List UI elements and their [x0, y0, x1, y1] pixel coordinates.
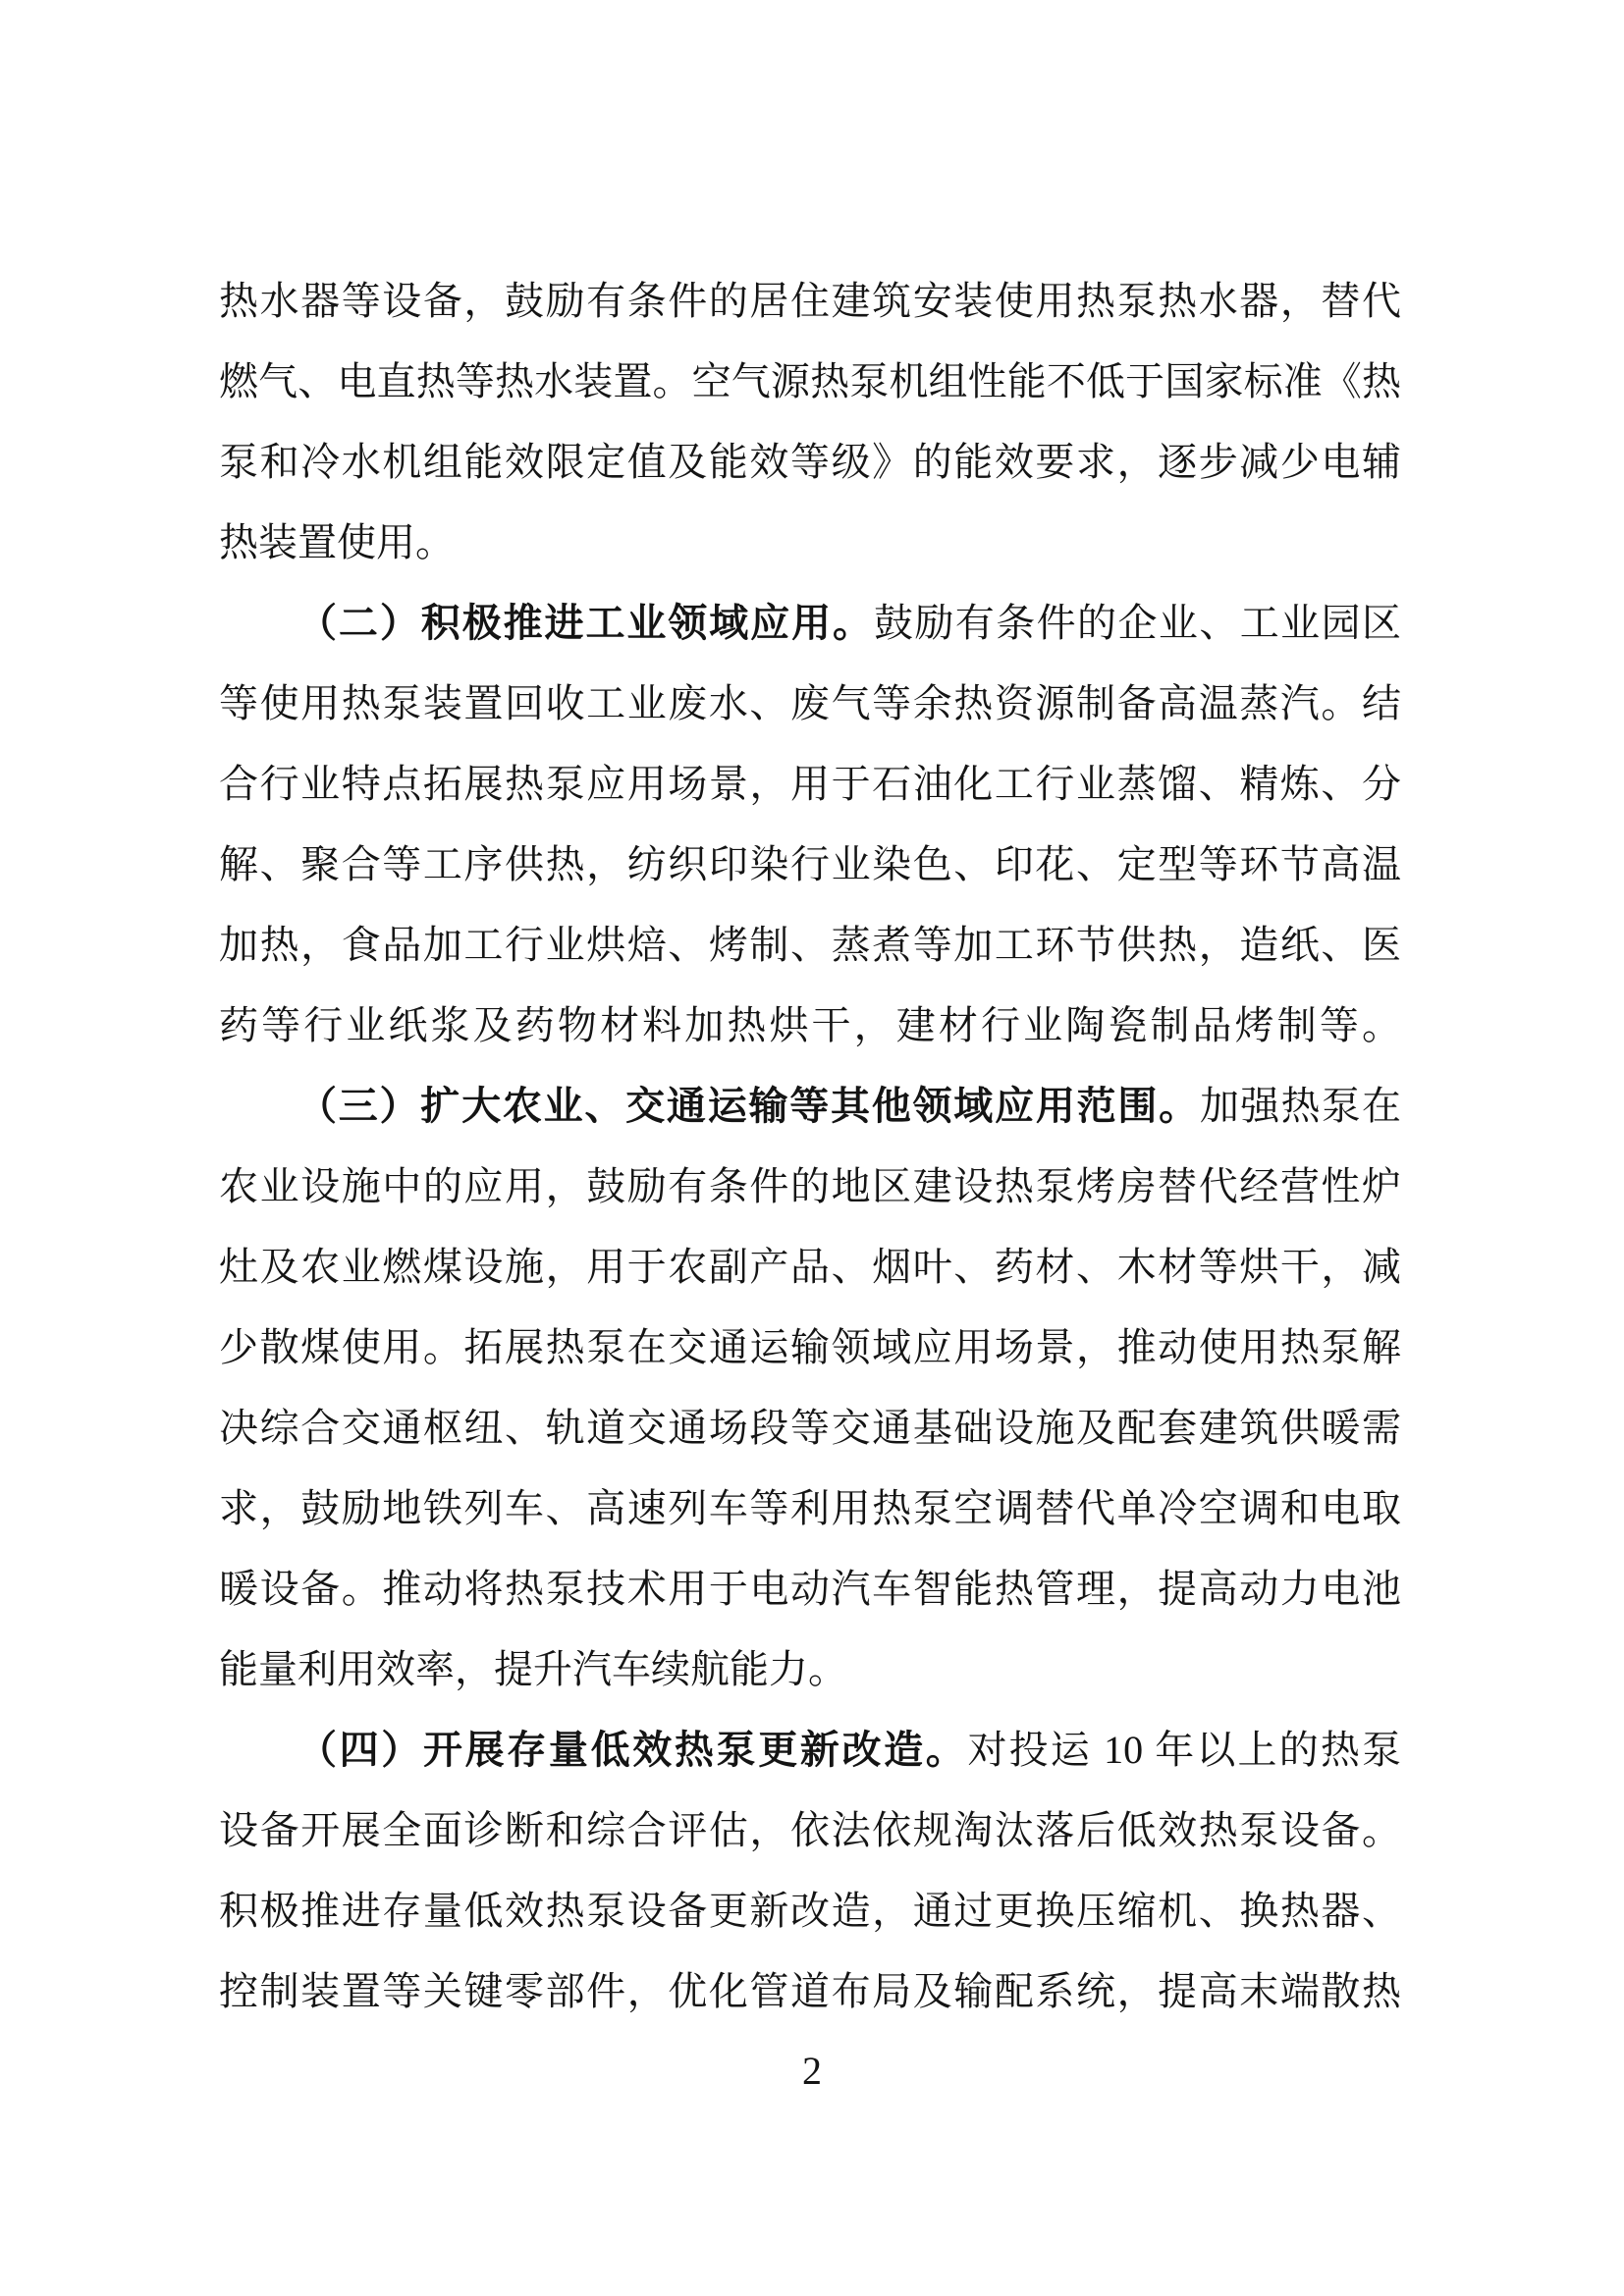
text-line [219, 1388, 1401, 1468]
text-line [219, 986, 1401, 1066]
text-line [219, 1308, 1401, 1388]
section-heading: （二）积极推进工业领域应用。 [298, 601, 874, 645]
text-line-section-4 [219, 1710, 1401, 1790]
section-heading: （四）开展存量低效热泵更新改造。 [298, 1728, 968, 1772]
line-text: 控制装置等关键零部件，优化管道布局及输配系统，提高末端散热 [219, 1969, 1401, 2013]
text-line [219, 664, 1401, 744]
line-text: 药等行业纸浆及药物材料加热烘干，建材行业陶瓷制品烤制等。 [219, 1003, 1401, 1047]
text-line [219, 261, 1401, 342]
text-line [219, 1629, 1401, 1710]
line-text: 加热，食品加工行业烘焙、烤制、蒸煮等加工环节供热，造纸、医 [219, 923, 1401, 967]
line-text: 解、聚合等工序供热，纺织印染行业染色、印花、定型等环节高温 [219, 842, 1401, 886]
text-line [219, 744, 1401, 825]
line-text: 燃气、电直热等热水装置。空气源热泵机组性能不低于国家标准《热 [219, 359, 1401, 403]
text-line [219, 422, 1401, 503]
section-heading: （三）扩大农业、交通运输等其他领域应用范围。 [298, 1084, 1200, 1128]
line-text: 灶及农业燃煤设施，用于农副产品、烟叶、药材、木材等烘干，减 [219, 1245, 1401, 1289]
line-text: 积极推进存量低效热泵设备更新改造，通过更换压缩机、换热器、 [219, 1889, 1401, 1933]
line-text: 合行业特点拓展热泵应用场景，用于石油化工行业蒸馏、精炼、分 [219, 762, 1401, 806]
text-line [219, 1227, 1401, 1308]
line-text: 设备开展全面诊断和综合评估，依法依规淘汰落后低效热泵设备。 [219, 1808, 1401, 1852]
line-text: 等使用热泵装置回收工业废水、废气等余热资源制备高温蒸汽。结 [219, 681, 1401, 725]
line-text: 热水器等设备，鼓励有条件的居住建筑安装使用热泵热水器，替代 [219, 279, 1401, 323]
line-text: 决综合交通枢纽、轨道交通场段等交通基础设施及配套建筑供暖需 [219, 1406, 1401, 1450]
text-line [219, 342, 1401, 422]
line-text: 泵和冷水机组能效限定值及能效等级》的能效要求，逐步减少电辅 [219, 440, 1401, 484]
page-number: 2 [802, 2049, 822, 2093]
line-text: 少散煤使用。拓展热泵在交通运输领域应用场景，推动使用热泵解 [219, 1325, 1401, 1369]
document-body [219, 261, 1401, 2032]
line-text: 求，鼓励地铁列车、高速列车等利用热泵空调替代单冷空调和电取 [219, 1486, 1401, 1530]
text-line [219, 825, 1401, 905]
line-text: 对投运 10 年以上的热泵 [967, 1728, 1401, 1772]
text-line-section-3 [219, 1066, 1401, 1147]
line-text: 热装置使用。 [219, 520, 455, 564]
text-line [219, 503, 1401, 583]
line-text: 暖设备。推动将热泵技术用于电动汽车智能热管理，提高动力电池 [219, 1567, 1401, 1611]
text-line [219, 1147, 1401, 1227]
text-line [219, 1549, 1401, 1629]
text-line-section-2 [219, 583, 1401, 664]
text-line [219, 1871, 1401, 1951]
line-text: 能量利用效率，提升汽车续航能力。 [219, 1647, 847, 1691]
text-line [219, 1790, 1401, 1871]
text-line [219, 1951, 1401, 2032]
line-text: 农业设施中的应用，鼓励有条件的地区建设热泵烤房替代经营性炉 [219, 1164, 1401, 1208]
line-text: 鼓励有条件的企业、工业园区 [873, 601, 1401, 645]
text-line [219, 1468, 1401, 1549]
line-text: 加强热泵在 [1199, 1084, 1401, 1128]
text-line [219, 905, 1401, 986]
